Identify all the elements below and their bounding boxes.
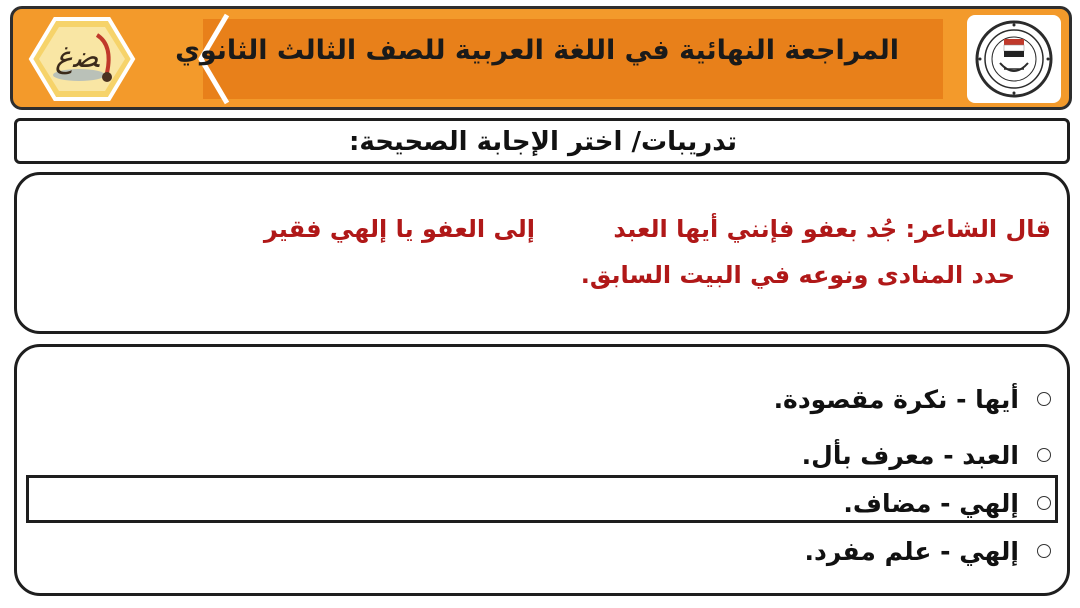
option-4[interactable] [805, 529, 1051, 573]
question-hemistich-1: قال الشاعر: جُد بعفو فإنني أيها العبد [613, 215, 1051, 243]
options-box [14, 344, 1070, 596]
pen-inkwell-logo-icon [27, 15, 137, 107]
page-title: المراجعة النهائية في اللغة العربية للصف الثالث الثانوي [175, 35, 899, 66]
ministry-of-education-seal-icon [967, 15, 1061, 103]
option-label: العبد - معرف بأل. [801, 440, 1019, 470]
header-banner [10, 6, 1072, 110]
instruction-bar [14, 118, 1070, 164]
option-2[interactable] [802, 433, 1051, 477]
question-box [14, 172, 1070, 334]
radio-circle-icon[interactable] [1037, 496, 1051, 510]
option-3[interactable] [843, 481, 1051, 525]
instruction-text: تدريبات/ اختر الإجابة الصحيحة: [349, 127, 737, 157]
svg-text:ﻀغ: ﻀغ [55, 40, 99, 75]
radio-circle-icon[interactable] [1037, 392, 1051, 406]
option-label: إلهي - علم مفرد. [804, 536, 1019, 566]
option-label: إلهي - مضاف. [843, 488, 1019, 518]
radio-circle-icon[interactable] [1037, 448, 1051, 462]
option-1[interactable] [774, 377, 1051, 421]
radio-circle-icon[interactable] [1037, 544, 1051, 558]
option-label: أيها - نكرة مقصودة. [773, 384, 1019, 414]
question-task: حدد المنادى ونوعه في البيت السابق. [580, 261, 1015, 289]
question-hemistich-2: إلى العفو يا إلهي فقير [263, 215, 535, 243]
